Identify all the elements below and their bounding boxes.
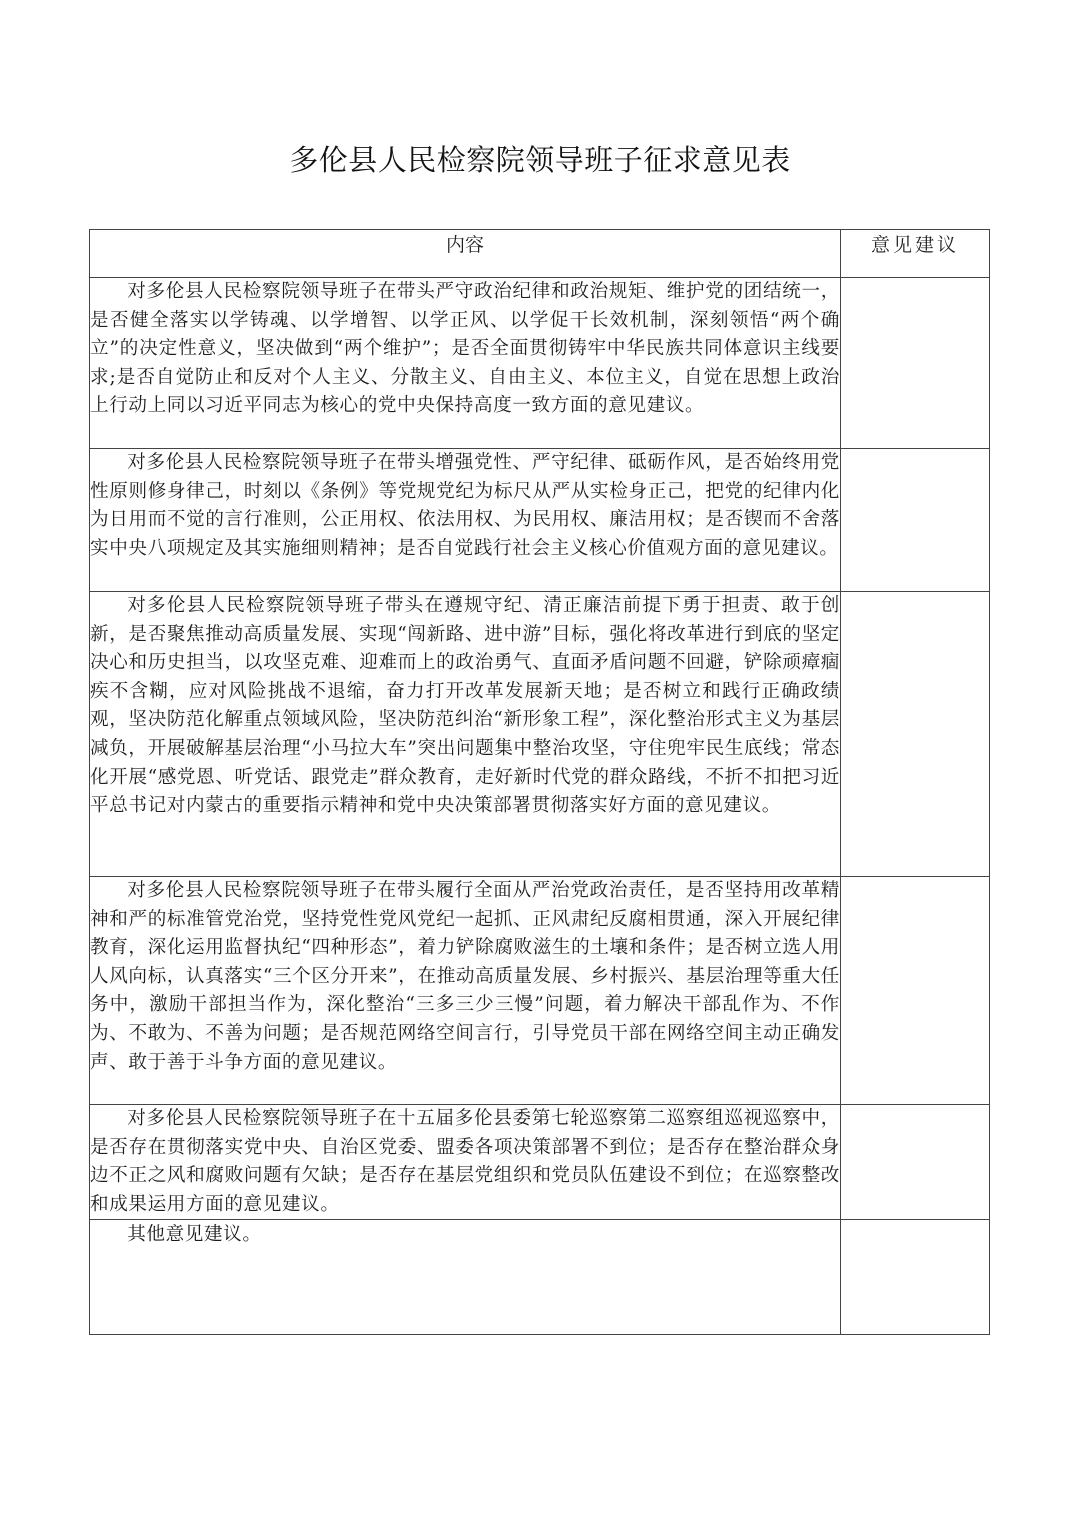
suggestion-cell[interactable] [841,877,990,1105]
table-row [90,877,990,1105]
table-row [90,278,990,449]
table-row [90,592,990,877]
opinion-form-table [89,229,990,1335]
suggestion-cell[interactable] [841,278,990,449]
suggestion-cell[interactable] [841,592,990,877]
row-content [90,278,841,449]
row-content-text: 对多伦县人民检察院领导班子在带头履行全面从严治党政治责任，是否坚持用改革精神和严的标准管党治党，坚持党性党风党纪一起抓、正风肃纪反腐相贯通，深入开展纪律教育，深化运用监督执纪“四种形态”，着力铲除腐败滋生的土壤和条件；是否树立选人用人风向标，认真落实“三个区分开来”，在推动高质量发展、乡村振兴、基层治理等重大任务中，激励干部担当作为，深化整治“三多三少三慢”问题，着力解决干部乱作为、不作为、不敢为、不善为问题；是否规范网络空间言行，引导党员干部在网络空间主动正确发声、敢于善于斗争方面的意见建议。 [90,880,840,1073]
table-row [90,1220,990,1335]
header-suggestion: 意见建议 [841,230,990,278]
suggestion-cell[interactable] [841,1220,990,1335]
row-content-text: 对多伦县人民检察院领导班子在带头增强党性、严守纪律、砥砺作风，是否始终用党性原则修身律己，时刻以《条例》等党规党纪为标尺从严从实检身正己，把党的纪律内化为日用而不觉的言行准则，公正用权、依法用权、为民用权、廉洁用权；是否锲而不舍落实中央八项规定及其实施细则精神；是否自觉践行社会主义核心价值观方面的意见建议。 [90,452,840,559]
row-content-text: 对多伦县人民检察院领导班子在十五届多伦县委第七轮巡察第二巡察组巡视巡察中，是否存在贯彻落实党中央、自治区党委、盟委各项决策部署不到位；是否存在整治群众身边不正之风和腐败问题有欠缺；是否存在基层党组织和党员队伍建设不到位；在巡察整改和成果运用方面的意见建议。 [90,1108,840,1215]
row-content [90,592,841,877]
row-content-text: 对多伦县人民检察院领导班子在带头严守政治纪律和政治规矩、维护党的团结统一，是否健全落实以学铸魂、以学增智、以学正风、以学促干长效机制，深刻领悟“两个确立”的决定性意义，坚决做到“两个维护”；是否全面贯彻铸牢中华民族共同体意识主线要求;是否自觉防止和反对个人主义、分散主义、自由主义、本位主义，自觉在思想上政治上行动上同以习近平同志为核心的党中央保持高度一致方面的意见建议。 [90,281,840,417]
suggestion-cell[interactable] [841,1105,990,1220]
row-content-text: 对多伦县人民检察院领导班子带头在遵规守纪、清正廉洁前提下勇于担责、敢于创新，是否聚焦推动高质量发展、实现“闯新路、进中游”目标，强化将改革进行到底的坚定决心和历史担当，以攻坚克难、迎难而上的政治勇气、直面矛盾问题不回避，铲除顽瘴痼疾不含糊，应对风险挑战不退缩，奋力打开改革发展新天地；是否树立和践行正确政绩观，坚决防范化解重点领域风险，坚决防范纠治“新形象工程”，深化整治形式主义为基层减负，开展破解基层治理“小马拉大车”突出问题集中整治攻坚，守住兜牢民生底线；常态化开展“感党恩、听党话、跟党走”群众教育，走好新时代党的群众路线，不折不扣把习近平总书记对内蒙古的重要指示精神和党中央决策部署贯彻落实好方面的意见建议。 [90,595,840,817]
table-header-row [90,230,990,278]
page-title: 多伦县人民检察院领导班子征求意见表 [289,143,791,177]
row-content [90,877,841,1105]
table-row [90,1105,990,1220]
row-content [90,449,841,592]
row-content [90,1105,841,1220]
suggestion-cell[interactable] [841,449,990,592]
row-content-other: 其他意见建议。 [90,1220,841,1335]
header-content: 内容 [90,230,841,278]
table-row [90,449,990,592]
